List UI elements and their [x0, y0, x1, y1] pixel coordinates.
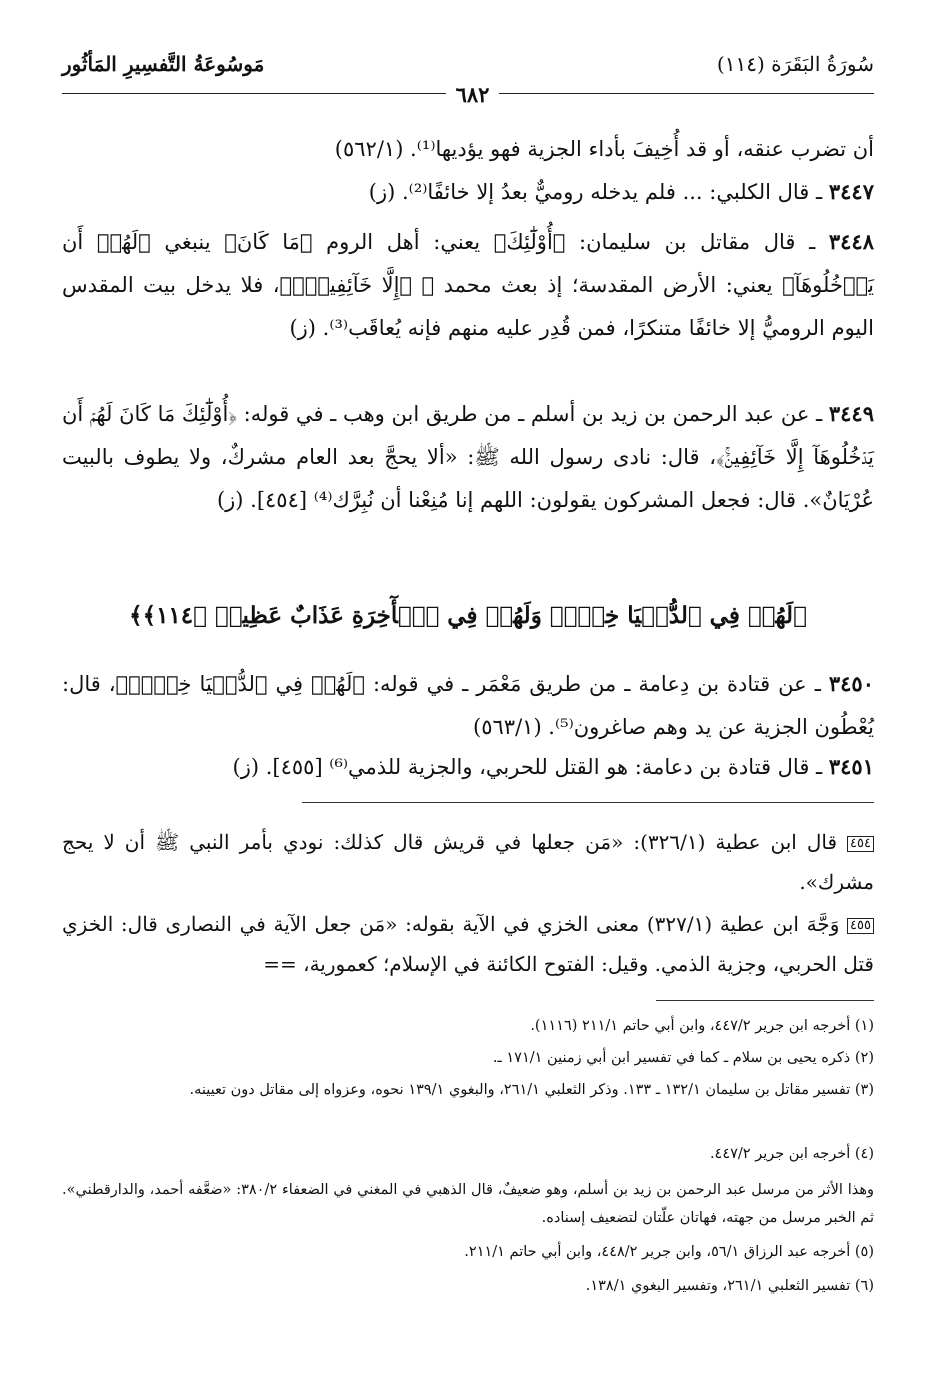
- narration-3450: [62, 662, 874, 749]
- narration-3447: [62, 170, 874, 214]
- commentary-text: وَجَّهَ ابن عطية (٣٢٧/١) معنى الخزي في الآية بقوله: «مَن جعل الآية في النصارى قال: الخزي قتل الحربي، وجزية الذمي. وقيل: الفتوح الكائنة في الإسلام؛ كعمورية، ==: [62, 912, 874, 976]
- quran-verse: ﴿لَهُمۡ فِي ٱلدُّنۡيَا خِزۡيٞ وَلَهُمۡ فِي ٱلۡأٓخِرَةِ عَذَابٌ عَظِيمٞ ﴿١١٤﴾﴾: [129, 602, 807, 629]
- narration-number: ٣٤٥٠: [828, 671, 874, 696]
- narration-text: ـ عن عبد الرحمن بن زيد بن أسلم ـ من طريق ابن وهب ـ في قوله: ﴿أُوْلَٰٓئِكَ مَا كَانَ لَهُمۡ أَن يَدۡخُلُوهَآ إِلَّا خَآئِفِينَۚ﴾، قال: نادى رسول الله ﷺ: «ألا يحجَّ بعد العام مشركٌ، ولا يطوف بالبيت عُرْيَانٌ». قال: فجعل المشركون يقولون: اللهم إنا مُنِعْنا أن نُبِرَّك⁽⁴⁾ [٤٥٤]. (ز): [62, 402, 874, 512]
- book-title: مَوسُوعَةُ التَّفسِيرِ المَأثُور: [62, 52, 265, 76]
- commentary-text: قال ابن عطية (٣٢٦/١): «مَن جعلها في قريش قال كذلك: نودي بأمر النبي ﷺ أن لا يحج مشرك».: [62, 830, 874, 894]
- commentary-454: [62, 822, 874, 902]
- narration-text: ـ عن قتادة بن دِعامة ـ من طريق مَعْمَر ـ في قوله: ﴿لَهُمۡ فِي ٱلدُّنۡيَا خِزۡيٞ﴾، قال: يُعْطُون الجزية عن يد وهم صاغرون⁽⁵⁾. (٥٦٣/١): [62, 672, 874, 739]
- footnote-6: (٦) تفسير الثعلبي ٢٦١/١، وتفسير البغوي ١٣٨/١.: [585, 1278, 874, 1294]
- footnote-4: (٤) أخرجه ابن جرير ٤٤٧/٢.: [709, 1146, 874, 1162]
- commentary-ref-box: ٤٥٤: [847, 836, 874, 852]
- commentary-455: [62, 904, 874, 984]
- paragraph-continued: [62, 128, 874, 171]
- footnote-5: (٥) أخرجه عبد الرزاق ٥٦/١، وابن جرير ٤٤٨/٢، وابن أبي حاتم ٢١١/١.: [464, 1244, 874, 1260]
- narration-number: ٣٤٤٧: [828, 179, 874, 204]
- narration-number: ٣٤٤٩: [828, 401, 874, 426]
- commentary-ref-box: ٤٥٥: [847, 918, 874, 934]
- page-number: ٦٨٢: [0, 82, 945, 107]
- narration-number: ٣٤٤٨: [828, 229, 874, 254]
- narration-text: ـ قال مقاتل بن سليمان: ﴿أُوْلَٰٓئِكَ﴾ يعني: أهل الروم ﴿مَا كَانَ﴾ ينبغي ﴿لَهُمۡ أَن يَدۡخُلُوهَآ﴾ يعني: الأرض المقدسة؛ إذ بعث محمد ﷺ ﴿إِلَّا خَآئِفِينَۚ﴾، فلا يدخل بيت المقدس اليوم الروميُّ إلا خائفًا متنكرًا، فمن قُدِر عليه منهم فإنه يُعاقَب⁽³⁾. (ز): [62, 230, 874, 340]
- narration-number: ٣٤٥١: [828, 754, 874, 779]
- footnote-4-note: وهذا الأثر من مرسل عبد الرحمن بن زيد بن أسلم، وهو ضعيفٌ، قال الذهبي في المغني في الضعفاء ٣٨٠/٢: «ضعَّفه أحمد، والدارقطني». ثم الخبر مرسل من جهته، فهاتان علّتان لتضعيف إسناده.: [62, 1182, 874, 1226]
- footnote-3: (٣) تفسير مقاتل بن سليمان ١٣٢/١ ـ ١٣٣. وذكر الثعلبي ٢٦١/١، والبغوي ١٣٩/١ نحوه، وعزواه إلى مقاتل دون تعيينه.: [189, 1082, 874, 1098]
- narration-3448: [62, 220, 874, 350]
- narration-text: ـ قال قتادة بن دعامة: هو القتل للحربي، والجزية للذمي⁽⁶⁾ [٤٥٥]. (ز): [232, 755, 823, 779]
- narration-text: ـ قال الكلبي: ... فلم يدخله روميٌّ بعدُ إلا خائفًا⁽²⁾. (ز): [368, 180, 823, 204]
- paragraph-text: أن تضرب عنقه، أو قد أُخِيفَ بأداء الجزية فهو يؤديها⁽¹⁾. (٥٦٢/١): [334, 137, 874, 161]
- narration-3449: [62, 392, 874, 522]
- commentary-separator: [302, 802, 874, 803]
- footnote-separator: [656, 1000, 874, 1001]
- footnote-2: (٢) ذكره يحيى بن سلام ـ كما في تفسير ابن أبي زمنين ١٧١/١ ـ.: [492, 1050, 874, 1066]
- running-header: [62, 52, 874, 86]
- narration-3451: [62, 745, 874, 789]
- footnote-1: (١) أخرجه ابن جرير ٤٤٧/٢، وابن أبي حاتم ٢١١/١ (١١١٦).: [530, 1018, 874, 1034]
- surah-title: سُورَةُ البَقَرَة (١١٤): [716, 52, 874, 76]
